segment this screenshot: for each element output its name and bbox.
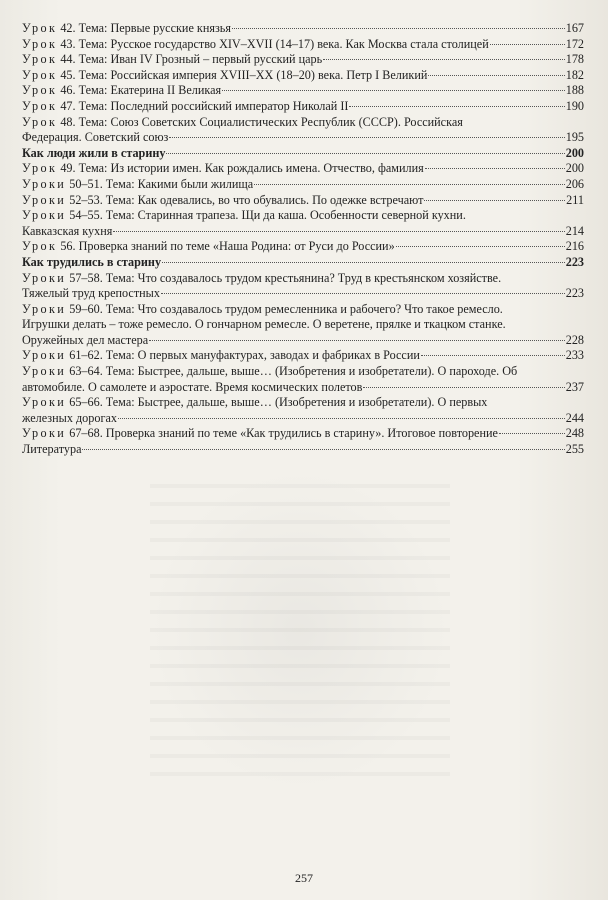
- dot-leader: [162, 262, 565, 263]
- toc-page-number: 188: [565, 83, 584, 98]
- toc-page-number: 178: [565, 52, 584, 67]
- toc-entry-text: 65–66. Тема: Быстрее, дальше, выше… (Изобретения и изобретатели). О первых: [69, 395, 488, 410]
- toc-page-number: 214: [565, 223, 584, 238]
- toc-page-number: 233: [565, 348, 584, 363]
- toc-page-number: 216: [565, 239, 584, 254]
- toc-entry-title: [22, 193, 423, 209]
- dot-leader: [113, 231, 564, 232]
- lesson-prefix: Урок: [22, 98, 58, 113]
- toc-page-number: 248: [565, 426, 584, 441]
- dot-leader: [166, 153, 564, 154]
- dot-leader: [349, 106, 564, 107]
- toc-entry: [22, 395, 584, 426]
- lesson-prefix: Урок: [22, 114, 58, 129]
- page-number: 257: [295, 871, 313, 885]
- toc-entry-title: [22, 52, 322, 68]
- toc-entry-text: 63–64. Тема: Быстрее, дальше, выше… (Изобретения и изобретатели). О пароходе. Об: [69, 364, 518, 379]
- toc-entry-title: [22, 317, 506, 331]
- toc-entry-title: [22, 426, 498, 442]
- toc-entry-line: [22, 255, 584, 271]
- toc-page-number: 237: [565, 379, 584, 394]
- toc-entry-line: [22, 21, 584, 37]
- dot-leader: [323, 59, 565, 60]
- toc-entry-line: [22, 426, 584, 442]
- lesson-prefix: Урок: [22, 67, 58, 82]
- toc-entry-text: 47. Тема: Последний российский император Николай II: [60, 98, 349, 113]
- toc-entry-title: [22, 161, 424, 177]
- toc-entry-line: [22, 146, 584, 162]
- table-of-contents: [22, 21, 584, 458]
- toc-entry-title: [22, 271, 501, 285]
- toc-entry-text: 43. Тема: Русское государство XIV–XVII (14–17) века. Как Москва стала столицей: [60, 36, 489, 51]
- toc-entry-title: [22, 286, 160, 302]
- dot-leader: [222, 90, 565, 91]
- toc-entry: [22, 68, 584, 84]
- toc-entry: [22, 177, 584, 193]
- toc-entry-line: [22, 286, 584, 302]
- toc-entry-title: [22, 146, 165, 162]
- dot-leader: [428, 75, 564, 76]
- dot-leader: [82, 449, 564, 450]
- toc-entry-line: [22, 208, 584, 224]
- dot-leader: [161, 293, 565, 294]
- toc-entry: [22, 37, 584, 53]
- toc-entry-text: 44. Тема: Иван IV Грозный – первый русский царь: [60, 52, 323, 67]
- lesson-prefix: Урок: [22, 52, 58, 67]
- dot-leader: [499, 433, 565, 434]
- lesson-prefix: Урок: [22, 239, 58, 254]
- show-through-print: [150, 470, 450, 790]
- toc-entry-text: железных дорогах: [22, 410, 117, 425]
- toc-entry-title: [22, 68, 427, 84]
- dot-leader: [232, 28, 565, 29]
- toc-entry-title: [22, 37, 489, 53]
- lesson-prefix: Урок: [22, 36, 58, 51]
- dot-leader: [149, 340, 565, 341]
- toc-page-number: 211: [566, 192, 584, 207]
- dot-leader: [425, 168, 565, 169]
- toc-page-number: 172: [565, 36, 584, 51]
- toc-entry-title: [22, 302, 503, 316]
- toc-entry: [22, 426, 584, 442]
- dot-leader: [118, 418, 565, 419]
- toc-entry-line: [22, 442, 584, 458]
- toc-entry-line: [22, 271, 584, 287]
- lesson-prefix: Уроки: [22, 270, 67, 285]
- toc-entry: [22, 146, 584, 162]
- toc-entry: [22, 348, 584, 364]
- toc-entry-line: [22, 333, 584, 349]
- toc-entry-title: [22, 411, 117, 427]
- toc-entry-title: [22, 348, 420, 364]
- lesson-prefix: Уроки: [22, 192, 67, 207]
- toc-page-number: 223: [565, 286, 584, 301]
- toc-entry: [22, 99, 584, 115]
- toc-entry-text: 45. Тема: Российская империя XVIII–XX (18–20) века. Петр I Великий: [60, 67, 428, 82]
- toc-entry: [22, 239, 584, 255]
- toc-entry-title: [22, 442, 81, 458]
- toc-entry: [22, 208, 584, 239]
- toc-entry-text: 50–51. Тема: Какими были жилища: [69, 176, 254, 191]
- toc-entry: [22, 52, 584, 68]
- toc-entry-text: Федерация. Советский союз: [22, 130, 169, 145]
- toc-entry-title: [22, 333, 148, 349]
- toc-entry: [22, 442, 584, 458]
- dot-leader: [396, 246, 565, 247]
- dot-leader: [490, 44, 565, 45]
- toc-entry-line: [22, 380, 584, 396]
- toc-entry-title: [22, 364, 517, 378]
- lesson-prefix: Уроки: [22, 301, 67, 316]
- toc-entry-text: автомобиле. О самолете и аэростате. Время космических полетов: [22, 379, 363, 394]
- dot-leader: [169, 137, 564, 138]
- lesson-prefix: Уроки: [22, 395, 67, 410]
- toc-page-number: 255: [565, 442, 584, 457]
- toc-entry-title: [22, 21, 231, 37]
- toc-entry-title: [22, 177, 253, 193]
- lesson-prefix: Урок: [22, 161, 58, 176]
- lesson-prefix: Уроки: [22, 176, 67, 191]
- toc-entry: [22, 302, 584, 349]
- toc-page-number: 223: [565, 254, 584, 269]
- toc-entry: [22, 83, 584, 99]
- toc-page-number: 182: [565, 67, 584, 82]
- toc-entry: [22, 364, 584, 395]
- toc-entry-text: 67–68. Проверка знаний по теме «Как трудились в старину». Итоговое повторение: [69, 426, 498, 441]
- toc-entry-title: [22, 130, 168, 146]
- toc-entry-line: [22, 52, 584, 68]
- toc-entry-line: [22, 115, 584, 131]
- toc-entry-line: [22, 83, 584, 99]
- toc-entry: [22, 271, 584, 302]
- toc-entry-line: [22, 224, 584, 240]
- toc-page-number: 228: [565, 332, 584, 347]
- toc-entry: [22, 115, 584, 146]
- toc-entry: [22, 21, 584, 37]
- toc-entry-line: [22, 317, 584, 333]
- toc-page-number: 206: [565, 176, 584, 191]
- toc-entry-text: 46. Тема: Екатерина II Великая: [60, 83, 222, 98]
- toc-entry-line: [22, 395, 584, 411]
- lesson-prefix: Уроки: [22, 364, 67, 379]
- toc-entry-line: [22, 348, 584, 364]
- toc-page-number: 167: [565, 21, 584, 35]
- toc-entry-text: 52–53. Тема: Как одевались, во что обувались. По одежке встречают: [69, 192, 424, 207]
- toc-entry-title: [22, 380, 362, 396]
- toc-entry-title: [22, 255, 161, 271]
- lesson-prefix: Урок: [22, 21, 58, 35]
- toc-entry-title: [22, 99, 348, 115]
- toc-entry-line: [22, 411, 584, 427]
- lesson-prefix: Уроки: [22, 426, 67, 441]
- toc-entry-line: [22, 302, 584, 318]
- toc-entry-text: 42. Тема: Первые русские князья: [60, 21, 231, 35]
- lesson-prefix: Уроки: [22, 208, 67, 223]
- toc-entry-line: [22, 364, 584, 380]
- toc-entry-text: Кавказская кухня: [22, 223, 113, 238]
- toc-entry-title: [22, 239, 395, 255]
- toc-entry-line: [22, 239, 584, 255]
- toc-page-number: 200: [565, 145, 584, 160]
- toc-entry-line: [22, 37, 584, 53]
- dot-leader: [363, 387, 564, 388]
- toc-entry-text: 59–60. Тема: Что создавалось трудом ремесленника и рабочего? Что такое ремесло.: [69, 301, 503, 316]
- toc-entry-text: 48. Тема: Союз Советских Социалистических Республик (СССР). Российская: [60, 114, 463, 129]
- toc-page-number: 200: [565, 161, 584, 176]
- dot-leader: [424, 200, 565, 201]
- lesson-prefix: Урок: [22, 83, 58, 98]
- lesson-prefix: Уроки: [22, 348, 67, 363]
- toc-entry-line: [22, 130, 584, 146]
- dot-leader: [254, 184, 565, 185]
- toc-entry-line: [22, 193, 584, 209]
- toc-entry-text: 54–55. Тема: Старинная трапеза. Щи да каша. Особенности северной кухни.: [69, 208, 466, 223]
- toc-entry-title: [22, 224, 112, 240]
- toc-entry-line: [22, 161, 584, 177]
- toc-entry-text: 56. Проверка знаний по теме «Наша Родина: от Руси до России»: [60, 239, 395, 254]
- toc-entry: [22, 193, 584, 209]
- toc-entry-line: [22, 177, 584, 193]
- toc-entry-line: [22, 99, 584, 115]
- toc-entry-text: Как трудились в старину: [22, 254, 162, 269]
- toc-entry-text: 49. Тема: Из истории имен. Как рождались имена. Отчество, фамилия: [60, 161, 424, 176]
- toc-entry-text: Как люди жили в старину: [22, 145, 166, 160]
- toc-entry: [22, 161, 584, 177]
- toc-entry-text: Литература: [22, 442, 82, 457]
- toc-page-number: 190: [565, 98, 584, 113]
- toc-entry: [22, 255, 584, 271]
- toc-entry-title: [22, 83, 221, 99]
- toc-entry-text: 61–62. Тема: О первых мануфактурах, заводах и фабриках в России: [69, 348, 420, 363]
- toc-entry-text: Игрушки делать – тоже ремесло. О гончарном ремесле. О веретене, прялке и ткацком станке.: [22, 317, 506, 332]
- toc-entry-text: 57–58. Тема: Что создавалось трудом крестьянина? Труд в крестьянском хозяйстве.: [69, 270, 502, 285]
- toc-page-number: 244: [565, 410, 584, 425]
- toc-entry-title: [22, 115, 463, 129]
- toc-entry-text: Оружейных дел мастера: [22, 332, 149, 347]
- dot-leader: [421, 355, 565, 356]
- toc-entry-title: [22, 208, 466, 222]
- toc-entry-title: [22, 395, 487, 409]
- toc-entry-text: Тяжелый труд крепостных: [22, 286, 160, 301]
- toc-page-number: 195: [565, 130, 584, 145]
- toc-entry-line: [22, 68, 584, 84]
